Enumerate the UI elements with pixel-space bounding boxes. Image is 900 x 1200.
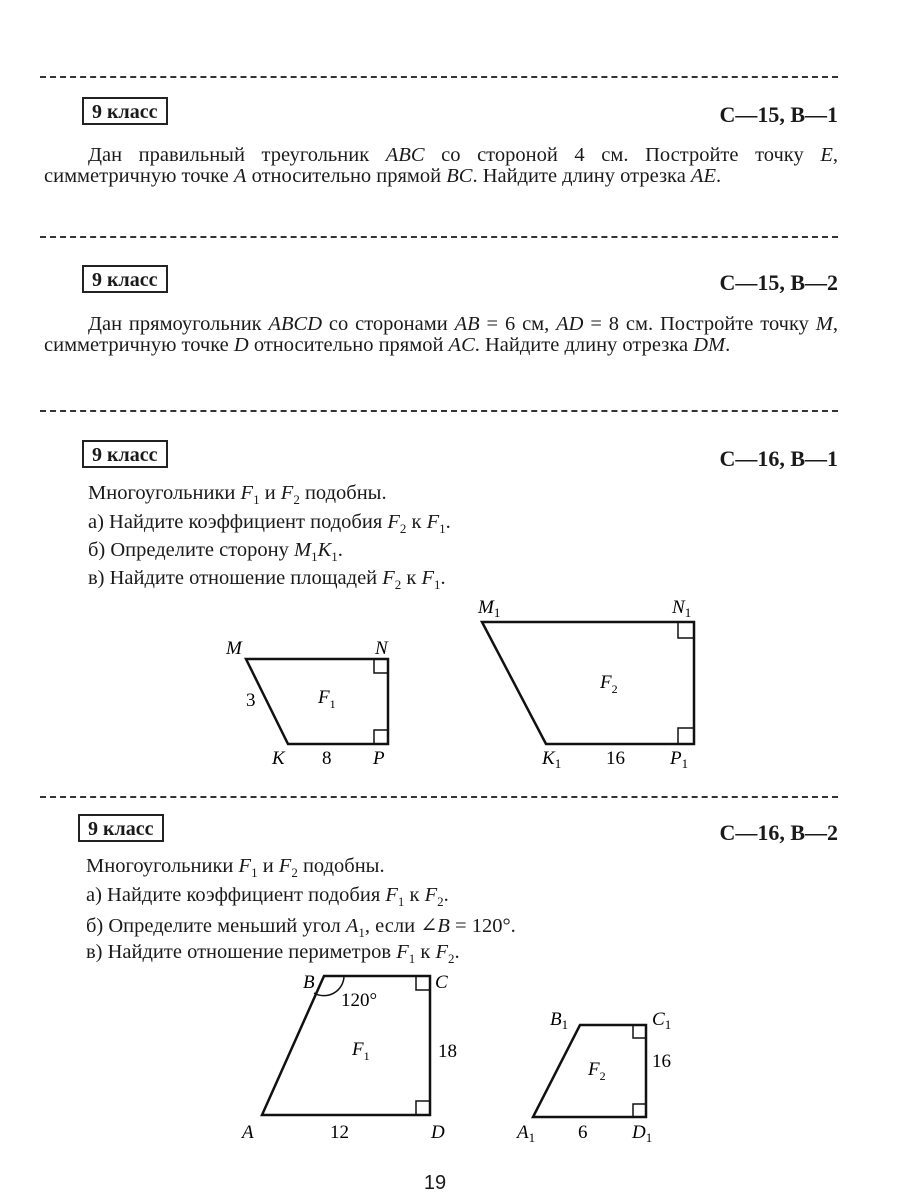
math: M [294,539,312,561]
text: . [445,511,451,533]
problem-intro [86,855,385,881]
text: б) Определите меньший угол [86,915,346,937]
subscript: 1 [397,894,405,910]
vertex-label-a: A [242,1122,254,1143]
text: в) Найдите отношение площадей [88,567,383,589]
side-length-cd: 18 [438,1041,457,1062]
math: ABCD [268,313,323,335]
side-length-c1d1: 16 [652,1051,671,1072]
right-angle-mark [633,1104,646,1117]
right-angle-mark [374,730,388,744]
text: . [715,165,722,187]
right-angle-mark [416,976,430,990]
text: . [725,334,731,356]
math: M [815,313,833,335]
math: F [238,855,252,877]
side-length-k1p1: 16 [606,748,625,769]
subscript: 2 [399,521,407,537]
subscript: 1 [253,492,260,508]
subscript: 1 [358,925,365,941]
math: AC [448,334,475,356]
right-angle-mark [374,659,388,673]
subscript: 2 [291,865,298,881]
math: F [385,884,398,906]
subtask-b [86,913,516,941]
math: F [280,482,294,504]
text: а) Найдите коэффициент подобия [86,884,386,906]
math: A [345,915,359,937]
problem-text [44,145,838,187]
text: относительно прямой [248,334,449,356]
math: K [317,539,332,561]
text: а) Найдите коэффициент подобия [88,511,388,533]
text: со стороной 4 см. Постройте точку [424,144,821,166]
text: со сторонами [322,313,455,335]
side-length-a1d1: 6 [578,1122,588,1143]
subscript: 2 [394,577,402,593]
text: , если ∠ [364,915,438,937]
text: подобны. [299,482,387,504]
math: D [233,334,249,356]
subscript: 1 [408,951,416,967]
vertex-label-d1: $D_1$ [632,1122,653,1145]
problem-code: С—16, В—2 [719,820,838,845]
figures-problem-16-1 [0,590,900,780]
math: F [424,884,438,906]
right-angle-mark [678,728,694,744]
vertex-label-m1: $M_1$ [478,597,501,620]
math: F [396,941,409,963]
grade-label: 9 класс [82,440,168,468]
figure-label-f2: $F_2$ [600,672,618,696]
vertex-label-k: K [272,748,285,769]
trapezoid-f1 [246,659,388,744]
subscript: 1 [251,865,258,881]
vertex-label-b1: $B_1$ [550,1009,569,1032]
subscript: 1 [331,549,338,565]
grade-label: 9 класс [82,97,168,125]
subscript: 1 [439,521,446,537]
trapezoid-f2 [482,622,694,744]
vertex-label-n: N [375,638,388,659]
subtask-a [86,884,449,910]
subscript: 2 [293,492,300,508]
figures-problem-16-2 [0,965,900,1150]
page-number: 19 [423,1172,447,1194]
figure-label-f2: $F_2$ [588,1059,606,1083]
math: B [437,915,450,937]
text: б) Определите сторону [88,539,295,561]
math: F [421,567,435,589]
math: A [233,165,247,187]
vertex-label-c1: $C_1$ [652,1009,672,1032]
text: в) Найдите отношение периметров [86,941,397,963]
text: . Найдите длину отрезка [472,165,691,187]
vertex-label-d: D [431,1122,445,1143]
problem-text [44,314,838,356]
text: к [401,567,422,589]
vertex-label-p: P [373,748,385,769]
math: AE [690,165,716,187]
text: = 120°. [449,915,516,937]
vertex-label-a1: $A_1$ [517,1122,536,1145]
grade-label: 9 класс [82,265,168,293]
subscript: 2 [437,894,444,910]
text: = 8 см. Постройте точку [583,313,816,335]
figure-label-f1: $F_1$ [318,687,336,711]
text: = 6 см, [479,313,557,335]
right-angle-mark [633,1025,646,1038]
side-length-kp: 8 [322,748,332,769]
math: BC [446,165,473,187]
text: Многоугольники [86,855,239,877]
side-length-ad: 12 [330,1122,349,1143]
text: к [404,884,425,906]
text: . [443,884,449,906]
problem-intro [88,482,387,508]
problem-code: С—16, В—1 [719,446,838,471]
section-divider [40,410,838,412]
section-divider [40,236,838,238]
right-angle-mark [416,1101,430,1115]
text: Дан правильный треугольник [88,144,386,166]
math: DM [693,334,726,356]
text: . [440,567,446,589]
math: ABC [385,144,425,166]
problem-code: С—15, В—1 [719,102,838,127]
math: AB [454,313,480,335]
section-divider [40,796,838,798]
text: к [415,941,436,963]
subtask-c [86,941,460,967]
side-length-mk: 3 [246,690,256,711]
subscript: 1 [434,577,441,593]
math: E [820,144,833,166]
math: F [387,511,400,533]
math: F [426,511,440,533]
vertex-label-c: C [435,972,448,993]
subtask-b [88,539,343,565]
text: подобны. [297,855,385,877]
vertex-label-b: B [303,972,315,993]
math: F [435,941,448,963]
grade-label: 9 класс [78,814,164,842]
subscript: 2 [447,951,455,967]
text: , симметричную точке [44,313,838,356]
math: F [278,855,292,877]
text: и [259,482,281,504]
text: . [337,539,343,561]
text: Многоугольники [88,482,241,504]
angle-label: 120° [341,990,378,1011]
math: F [382,567,395,589]
math: AD [556,313,584,335]
vertex-label-m: M [226,638,242,659]
right-angle-mark [678,622,694,638]
figure-label-f1: $F_1$ [352,1039,370,1063]
math: F [240,482,254,504]
text: , симметричную точке [44,144,838,187]
subtask-a [88,511,451,537]
problem-code: С—15, В—2 [719,270,838,295]
vertex-label-k1: $K_1$ [542,748,562,771]
vertex-label-p1: $P_1$ [670,748,689,771]
text: . Найдите длину отрезка [474,334,694,356]
section-divider [40,76,838,78]
text: к [406,511,427,533]
vertex-label-n1: $N_1$ [672,597,692,620]
text: относительно прямой [246,165,447,187]
subscript: 1 [311,549,318,565]
text: . [454,941,460,963]
text: Дан прямоугольник [88,313,269,335]
text: и [257,855,279,877]
